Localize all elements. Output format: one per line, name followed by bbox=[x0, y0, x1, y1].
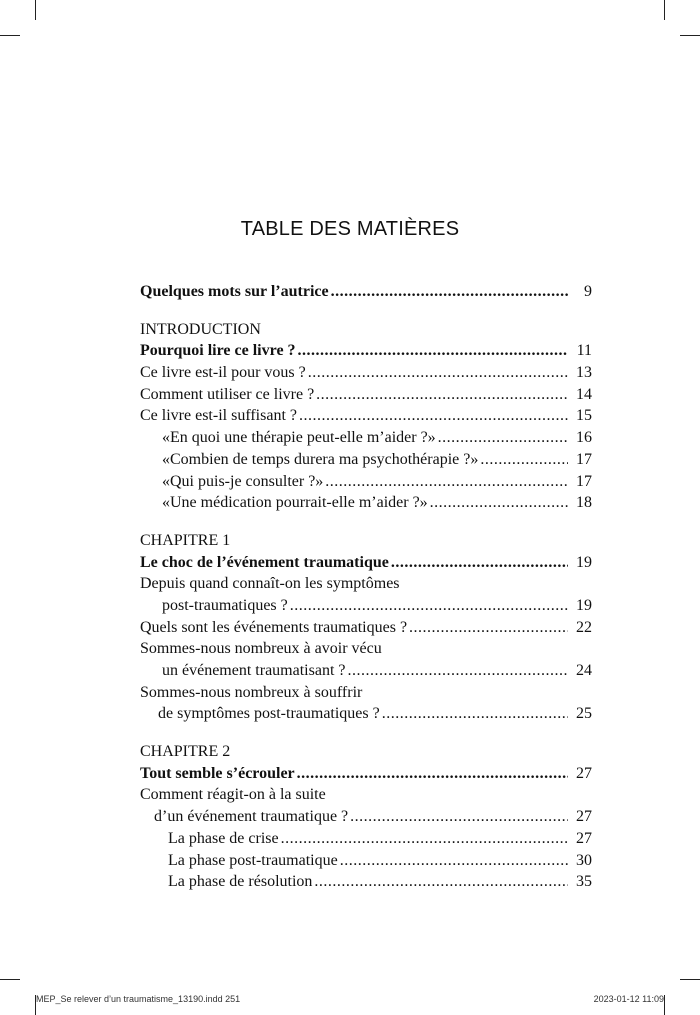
toc-page-number: 15 bbox=[576, 407, 592, 425]
toc-page-number: 24 bbox=[576, 662, 592, 679]
toc-entry-text: «En quoi une thérapie peut-elle m’aider ?» bbox=[162, 429, 436, 447]
toc-entry-text: un événement traumatisant ? bbox=[162, 662, 346, 679]
toc-entry-text: Sommes-nous nombreux à avoir vécu bbox=[140, 640, 382, 658]
section-heading: INTRODUCTION bbox=[140, 320, 261, 338]
toc-entry bbox=[140, 384, 592, 406]
toc-entry bbox=[140, 703, 592, 725]
toc-entry bbox=[140, 405, 592, 427]
toc-entry bbox=[140, 362, 592, 384]
toc-entry bbox=[140, 828, 592, 850]
toc-entry-text: Quels sont les événements traumatiques ? bbox=[140, 618, 408, 636]
dot-leader bbox=[281, 828, 568, 850]
toc-entry bbox=[140, 340, 592, 362]
crop-mark bbox=[35, 0, 36, 20]
dot-leader bbox=[316, 384, 568, 406]
toc-entry-text: Depuis quand connaît-on les symptômes bbox=[140, 575, 400, 593]
crop-mark bbox=[664, 995, 665, 1015]
toc-entry bbox=[140, 763, 592, 785]
toc-entry bbox=[140, 449, 592, 471]
toc-page-number: 30 bbox=[576, 851, 592, 869]
toc-entry-text: La phase de crise bbox=[168, 829, 279, 847]
toc-entry-text: Comment réagit-on à la suite bbox=[140, 786, 326, 804]
crop-mark bbox=[664, 0, 665, 20]
page-title: TABLE DES MATIÈRES bbox=[240, 218, 460, 240]
toc-entry-text: Quelques mots sur l’autrice bbox=[140, 283, 329, 300]
toc-entry-text: Tout semble s’écrouler bbox=[140, 764, 295, 782]
dot-leader bbox=[297, 763, 568, 785]
dot-leader bbox=[308, 362, 568, 384]
dot-leader bbox=[325, 471, 568, 493]
toc-entry-text: de symptômes post-traumatiques ? bbox=[158, 705, 380, 723]
toc-entry bbox=[140, 281, 592, 303]
toc-page-number: 22 bbox=[576, 618, 592, 636]
dot-leader bbox=[290, 595, 568, 617]
toc-entry-text: Ce livre est-il suffisant ? bbox=[140, 407, 297, 425]
toc-page-number: 27 bbox=[576, 764, 592, 782]
toc-page-number: 9 bbox=[584, 283, 592, 300]
toc-entry bbox=[140, 492, 592, 514]
dot-leader bbox=[438, 427, 568, 449]
crop-mark bbox=[680, 979, 700, 980]
crop-mark bbox=[0, 35, 20, 36]
toc-page-number: 35 bbox=[576, 873, 592, 891]
footer-timestamp: 2023-01-12 11:09 bbox=[593, 994, 664, 1004]
toc-page-number: 17 bbox=[576, 450, 592, 468]
toc-entry-text: «Combien de temps durera ma psychothérapie ?» bbox=[162, 450, 479, 468]
toc-entry bbox=[140, 660, 592, 682]
toc-page-number: 27 bbox=[576, 829, 592, 847]
dot-leader bbox=[347, 660, 568, 682]
dot-leader bbox=[331, 281, 568, 303]
dot-leader bbox=[350, 806, 568, 828]
table-of-contents bbox=[140, 281, 592, 893]
dot-leader bbox=[340, 850, 568, 872]
toc-entry bbox=[140, 471, 592, 493]
toc-entry-text: Ce livre est-il pour vous ? bbox=[140, 364, 306, 382]
toc-entry-text: La phase post-traumatique bbox=[168, 851, 338, 869]
toc-page-number: 16 bbox=[576, 429, 592, 447]
crop-mark bbox=[680, 35, 700, 36]
footer-filename: MEP_Se relever d’un traumatisme_13190.indd 251 bbox=[36, 994, 241, 1004]
toc-page-number: 14 bbox=[576, 385, 592, 403]
toc-entry-text: «Qui puis-je consulter ?» bbox=[162, 472, 324, 490]
toc-page-number: 17 bbox=[576, 472, 592, 490]
toc-page-number: 13 bbox=[576, 364, 592, 382]
toc-page-number: 25 bbox=[576, 705, 592, 723]
toc-entry bbox=[140, 850, 592, 872]
toc-page-number: 19 bbox=[576, 553, 592, 571]
toc-entry-text: «Une médication pourrait-elle m’aider ?» bbox=[162, 494, 428, 512]
toc-entry-text: Sommes-nous nombreux à souffrir bbox=[140, 683, 363, 701]
toc-entry bbox=[140, 427, 592, 449]
toc-entry-text: La phase de résolution bbox=[168, 873, 313, 891]
dot-leader bbox=[409, 617, 568, 639]
crop-mark bbox=[0, 979, 20, 980]
toc-entry-text: Pourquoi lire ce livre ? bbox=[140, 342, 296, 360]
toc-entry-text: d’un événement traumatique ? bbox=[154, 808, 349, 826]
toc-page-number: 27 bbox=[576, 808, 592, 826]
toc-entry-text: Comment utiliser ce livre ? bbox=[140, 385, 315, 403]
section-heading: CHAPITRE 2 bbox=[140, 743, 231, 761]
toc-entry bbox=[140, 806, 592, 828]
toc-entry bbox=[140, 552, 592, 574]
dot-leader bbox=[480, 449, 568, 471]
dot-leader bbox=[314, 871, 568, 893]
dot-leader bbox=[299, 405, 568, 427]
toc-entry-text: Le choc de l’événement traumatique bbox=[140, 553, 389, 571]
toc-page-number: 11 bbox=[576, 342, 592, 360]
dot-leader bbox=[391, 552, 568, 574]
toc-entry-text: post-traumatiques ? bbox=[162, 596, 288, 614]
toc-entry bbox=[140, 617, 592, 639]
dot-leader bbox=[382, 703, 568, 725]
section-heading: CHAPITRE 1 bbox=[140, 531, 231, 549]
dot-leader bbox=[298, 340, 568, 362]
toc-page-number: 18 bbox=[576, 494, 592, 512]
toc-entry bbox=[140, 595, 592, 617]
dot-leader bbox=[430, 492, 568, 514]
toc-entry bbox=[140, 871, 592, 893]
toc-page-number: 19 bbox=[576, 596, 592, 614]
